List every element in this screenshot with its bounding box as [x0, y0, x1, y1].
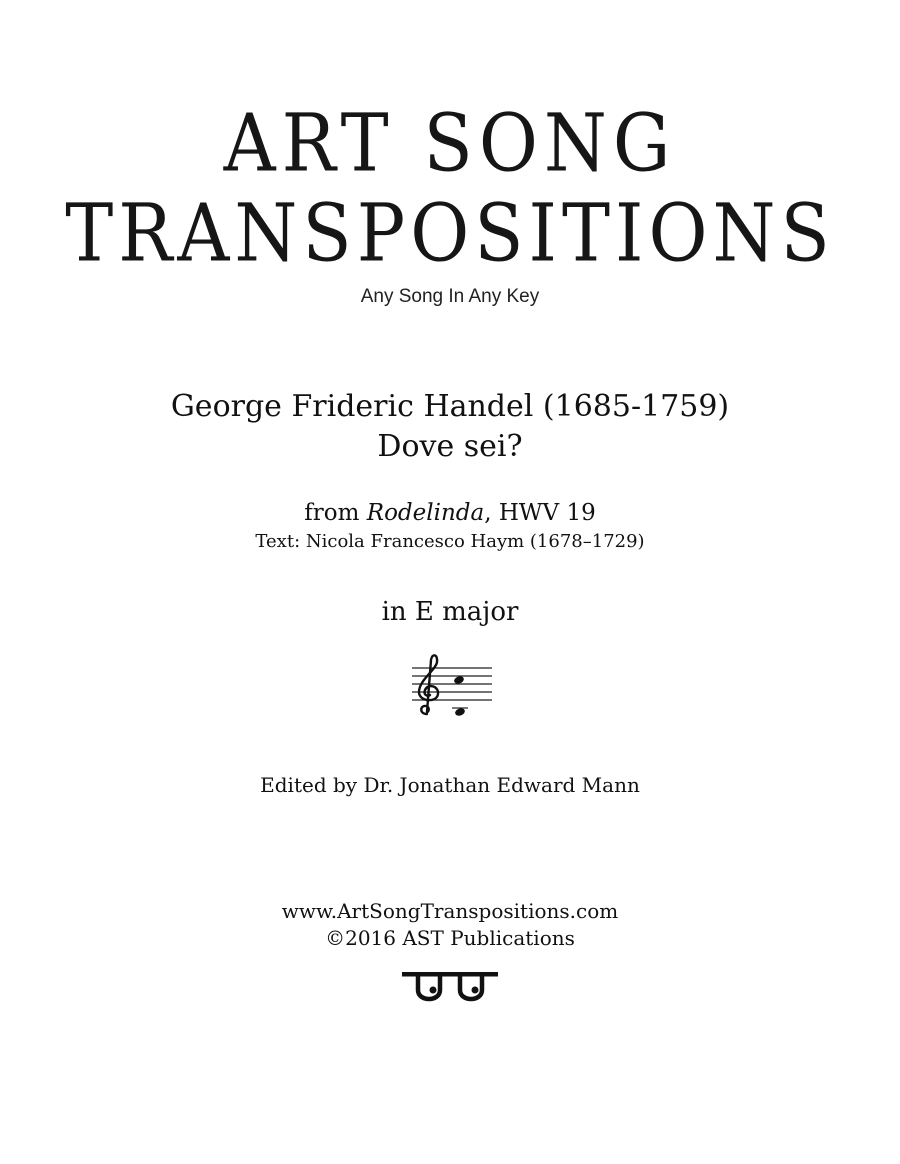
brand-title-line-1: ART SONG — [223, 96, 677, 190]
ast-publications-logo-icon — [400, 968, 500, 1008]
staff-lines — [412, 668, 492, 700]
composer-name: George Frideric Handel (1685-1759) — [170, 389, 730, 424]
text-credit: Text: Nicola Francesco Haym (1678–1729) — [255, 531, 645, 552]
song-title: Dove sei? — [377, 429, 523, 464]
source-prefix: from — [304, 500, 367, 526]
editor-credit: Edited by Dr. Jonathan Edward Mann — [260, 773, 640, 797]
treble-clef-icon — [419, 655, 438, 714]
source-work-line — [0, 498, 900, 528]
website-link[interactable]: www.ArtSongTranspositions.com — [281, 899, 619, 923]
vocal-range-staff — [410, 650, 494, 720]
brand-title-line-2: TRANSPOSITIONS — [65, 186, 835, 280]
source-catalog: , HWV 19 — [484, 500, 596, 526]
copyright-notice: ©2016 AST Publications — [325, 926, 575, 950]
source-work-title: Rodelinda — [366, 500, 485, 526]
note-b3 — [452, 707, 468, 717]
key-label: in E major — [381, 597, 519, 627]
brand-tagline: Any Song In Any Key — [360, 286, 540, 307]
